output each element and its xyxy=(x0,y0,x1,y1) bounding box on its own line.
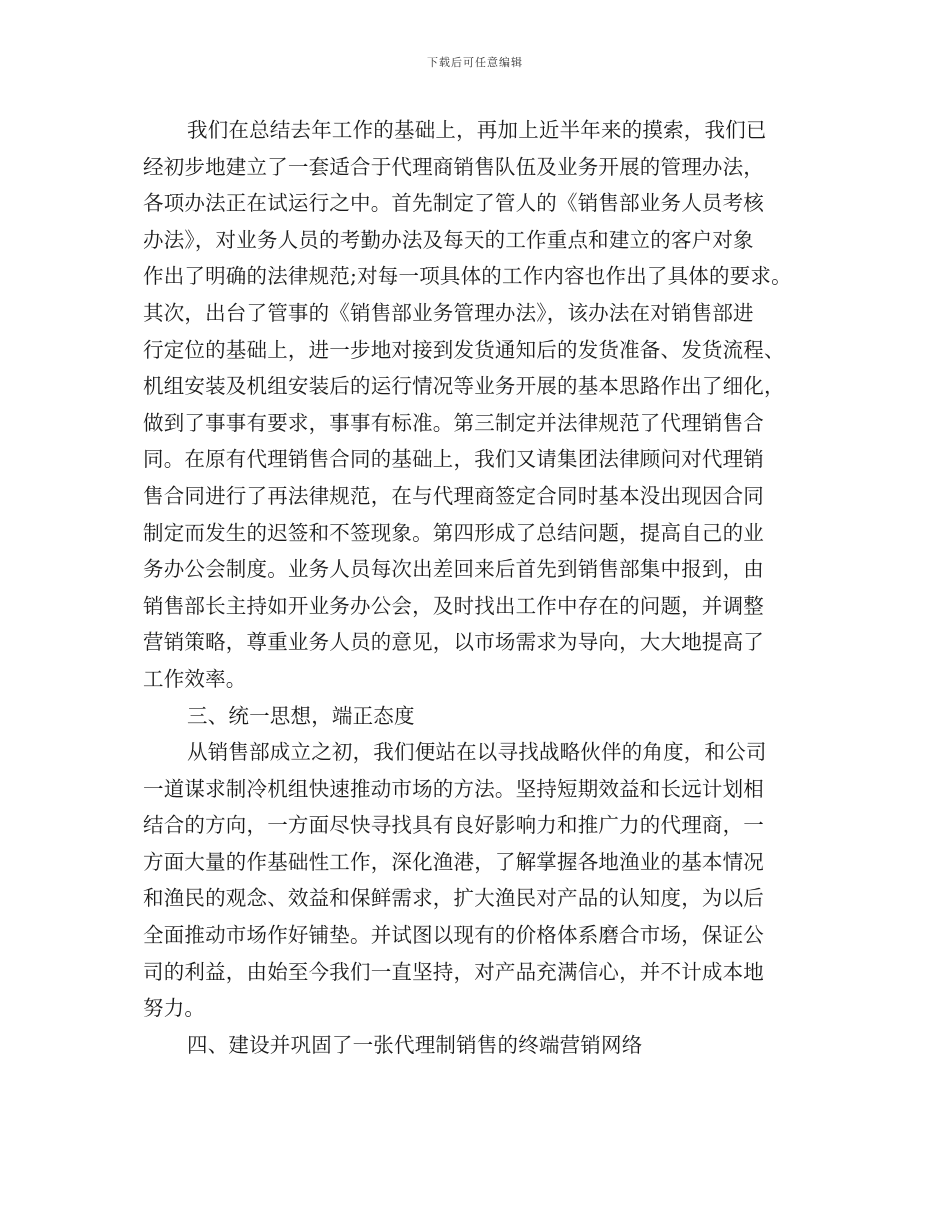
text-line: 和渔民的观念、效益和保鲜需求，扩大渔民对产品的认知度，为以后 xyxy=(143,886,764,911)
text-line: 务办公会制度。业务人员每次出差回来后首先到销售部集中报到，由 xyxy=(143,557,764,582)
section-heading: 四、建设并巩固了一张代理制销售的终端营销网络 xyxy=(187,1032,643,1057)
section-heading: 三、统一思想，端正态度 xyxy=(187,703,415,728)
document-body xyxy=(143,112,823,1063)
text-line: 售合同进行了再法律规范，在与代理商签定合同时基本没出现因合同 xyxy=(143,483,764,508)
text-line: 办法》，对业务人员的考勤办法及每天的工作重点和建立的客户对象 xyxy=(143,227,754,252)
text-line: 司的利益，由始至今我们一直坚持，对产品充满信心，并不计成本地 xyxy=(143,959,764,984)
text-line: 各项办法正在试运行之中。首先制定了管人的《销售部业务人员考核 xyxy=(143,191,764,216)
text-line: 从销售部成立之初，我们便站在以寻找战略伙伴的角度，和公司 xyxy=(187,740,767,765)
text-line: 做到了事事有要求，事事有标准。第三制定并法律规范了代理销售合 xyxy=(143,410,764,435)
text-line: 同。在原有代理销售合同的基础上，我们又请集团法律顾问对代理销 xyxy=(143,447,764,472)
text-line: 一道谋求制冷机组快速推动市场的方法。坚持短期效益和长远计划相 xyxy=(143,776,764,801)
text-line: 我们在总结去年工作的基础上，再加上近半年来的摸索，我们已 xyxy=(187,118,767,142)
text-line: 销售部长主持如开业务办公会，及时找出工作中存在的问题，并调整 xyxy=(143,593,764,618)
text-line: 机组安装及机组安装后的运行情况等业务开展的基本思路作出了细化， xyxy=(143,374,785,399)
text-line: 其次，出台了管事的《销售部业务管理办法》，该办法在对销售部进 xyxy=(143,300,754,325)
text-line: 营销策略，尊重业务人员的意见，以市场需求为导向，大大地提高了 xyxy=(143,630,764,655)
text-line: 方面大量的作基础性工作，深化渔港，了解掌握各地渔业的基本情况 xyxy=(143,849,764,874)
page-header: 下载后可任意编辑 xyxy=(427,56,523,69)
text-line: 制定而发生的迟签和不签现象。第四形成了总结问题，提高自己的业 xyxy=(143,520,764,545)
text-line: 工作效率。 xyxy=(143,666,247,691)
text-line: 努力。 xyxy=(143,996,206,1021)
text-line: 作出了明确的法律规范;对每一项具体的工作内容也作出了具体的要求。 xyxy=(143,264,792,289)
text-line: 行定位的基础上，进一步地对接到发货通知后的发货准备、发货流程、 xyxy=(143,337,785,362)
text-line: 经初步地建立了一套适合于代理商销售队伍及业务开展的管理办法， xyxy=(143,154,764,179)
text-line: 全面推动市场作好铺垫。并试图以现有的价格体系磨合市场，保证公 xyxy=(143,923,764,948)
text-line: 结合的方向，一方面尽快寻找具有良好影响力和推广力的代理商，一 xyxy=(143,813,764,838)
